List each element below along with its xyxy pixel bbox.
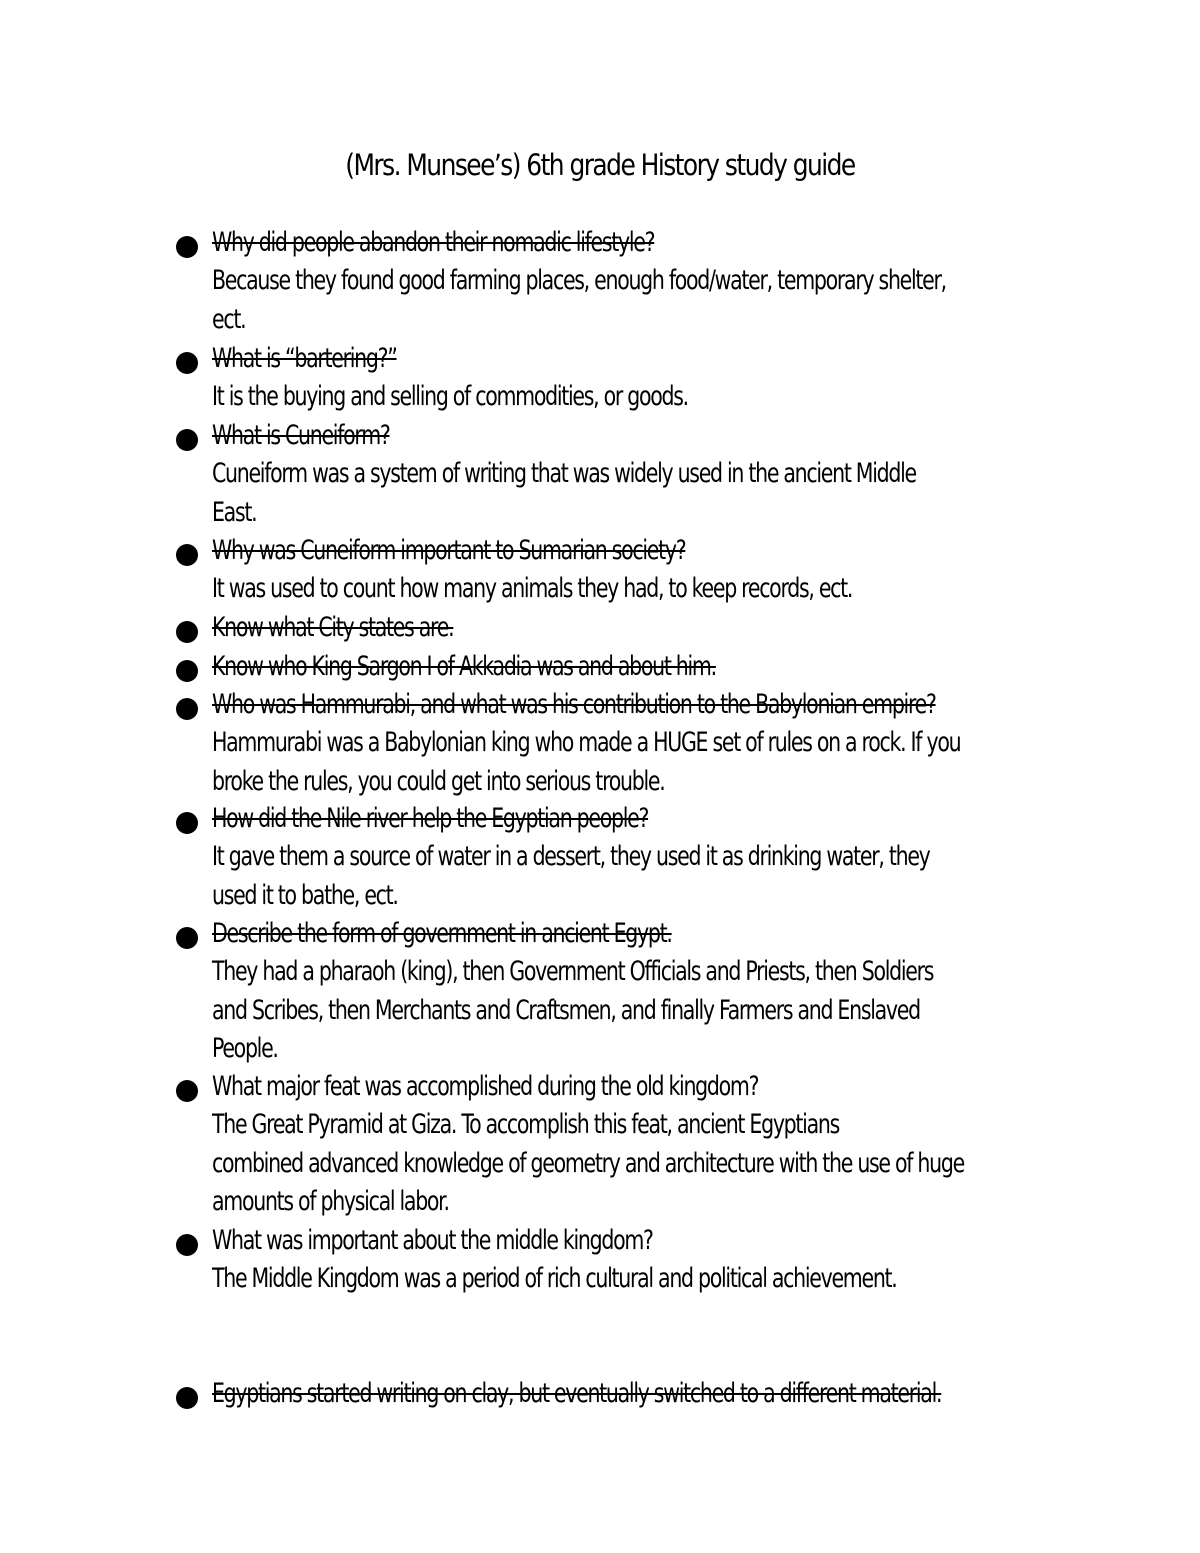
- bullet-icon: [176, 352, 198, 374]
- question-text: How did the Nile river help the Egyptian people?: [212, 803, 649, 834]
- bullet-icon: [176, 1080, 198, 1102]
- answer-text: and Scribes, then Merchants and Craftsmen, and finally Farmers and Enslaved: [212, 995, 920, 1026]
- answer-text: The Great Pyramid at Giza. To accomplish this feat, ancient Egyptians: [212, 1109, 839, 1140]
- answer-text: The Middle Kingdom was a period of rich cultural and political achievement.: [212, 1263, 897, 1294]
- question-text: Egyptians started writing on clay, but eventually switched to a different material.: [212, 1378, 942, 1409]
- bullet-icon: [176, 429, 198, 451]
- answer-text: Hammurabi was a Babylonian king who made a HUGE set of rules on a rock. If you: [212, 727, 961, 758]
- answer-text: combined advanced knowledge of geometry and architecture with the use of huge: [212, 1148, 964, 1179]
- question-text: What was important about the middle kingdom?: [212, 1225, 653, 1256]
- page-title: (Mrs. Munsee’s) 6th grade History study guide: [345, 148, 855, 182]
- answer-text: It gave them a source of water in a dessert, they used it as drinking water, they: [212, 841, 930, 872]
- question-text: What is Cuneiform?: [212, 420, 390, 451]
- bullet-icon: [176, 1234, 198, 1256]
- question-text: Who was Hammurabi, and what was his contribution to the Babylonian empire?: [212, 689, 936, 720]
- answer-text: They had a pharaoh (king), then Government Officials and Priests, then Soldiers: [212, 956, 934, 987]
- bullet-icon: [176, 1387, 198, 1409]
- answer-text: broke the rules, you could get into serious trouble.: [212, 766, 665, 797]
- question-text: Know who King Sargon I of Akkadia was and about him.: [212, 651, 716, 682]
- answer-text: People.: [212, 1033, 278, 1064]
- question-text: What major feat was accomplished during the old kingdom?: [212, 1071, 759, 1102]
- answer-text: East.: [212, 497, 257, 528]
- bullet-icon: [176, 927, 198, 949]
- bullet-icon: [176, 660, 198, 682]
- answer-text: ect.: [212, 304, 246, 335]
- question-text: Describe the form of government in ancient Egypt.: [212, 918, 672, 949]
- bullet-icon: [176, 544, 198, 566]
- answer-text: used it to bathe, ect.: [212, 880, 398, 911]
- answer-text: It is the buying and selling of commodities, or goods.: [212, 381, 688, 412]
- answer-text: Because they found good farming places, enough food/water, temporary shelter,: [212, 265, 946, 296]
- bullet-icon: [176, 236, 198, 258]
- answer-text: It was used to count how many animals they had, to keep records, ect.: [212, 573, 853, 604]
- question-text: Why did people abandon their nomadic lifestyle?: [212, 227, 655, 258]
- question-text: What is “bartering?”: [212, 343, 397, 374]
- answer-text: amounts of physical labor.: [212, 1186, 449, 1217]
- question-text: Know what City states are.: [212, 612, 454, 643]
- bullet-icon: [176, 621, 198, 643]
- bullet-icon: [176, 812, 198, 834]
- answer-text: Cuneiform was a system of writing that was widely used in the ancient Middle: [212, 458, 916, 489]
- bullet-icon: [176, 698, 198, 720]
- question-text: Why was Cuneiform important to Sumarian society?: [212, 535, 686, 566]
